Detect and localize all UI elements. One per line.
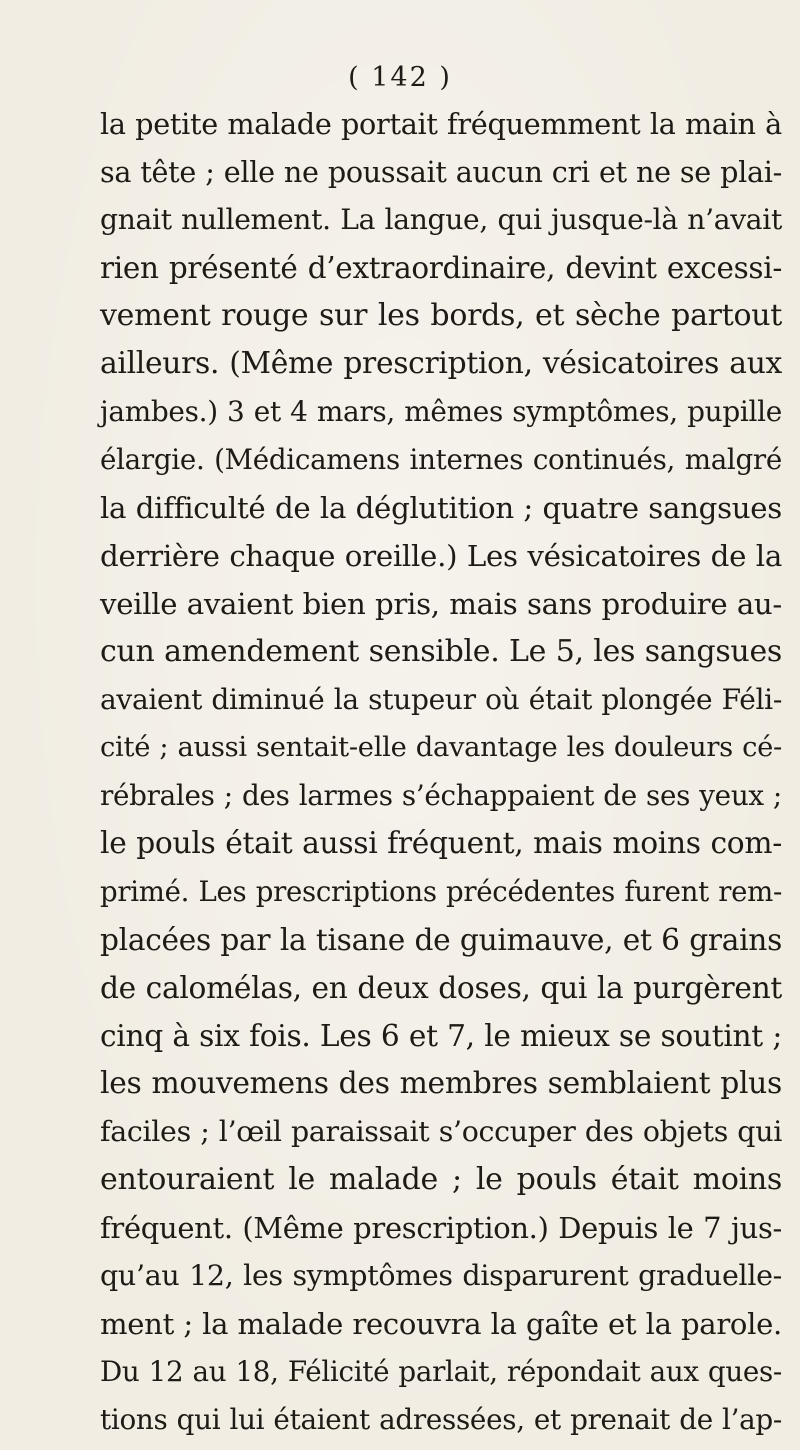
text-line: placées par la tisane de guimauve, et 6 grains	[100, 922, 782, 957]
text-line: jambes.) 3 et 4 mars, mêmes symptômes, pupille	[100, 395, 782, 428]
text-line: la petite malade portait fréquemment la main à	[100, 107, 782, 141]
text-line: le pouls était aussi fréquent, mais moins com-	[100, 826, 782, 861]
text-line: rébrales ; des larmes s’échappaient de ses yeux ;	[100, 779, 782, 812]
text-line: vement rouge sur les bords, et sèche partout	[100, 298, 782, 333]
page-number: ( 142 )	[348, 62, 452, 93]
text-line: élargie. (Médicamens internes continués, malgré	[100, 443, 782, 476]
text-line: la difficulté de la déglutition ; quatre sangsues	[100, 491, 782, 525]
text-line: rien présenté d’extraordinaire, devint excessi-	[100, 251, 782, 285]
text-line: cun amendement sensible. Le 5, les sangsues	[100, 634, 782, 669]
text-line: les mouvemens des membres semblaient plus	[100, 1066, 782, 1101]
text-line: sa tête ; elle ne poussait aucun cri et ne se plai-	[100, 155, 782, 189]
text-line: ailleurs. (Même prescription, vésicatoires aux	[100, 346, 782, 381]
text-line: cinq à six fois. Les 6 et 7, le mieux se soutint ;	[100, 1018, 782, 1053]
text-line: de calomélas, en deux doses, qui la purgèrent	[100, 970, 782, 1005]
text-line: avaient diminué la stupeur où était plongée Féli-	[100, 683, 782, 716]
text-line: faciles ; l’œil paraissait s’occuper des objets qui	[100, 1115, 782, 1148]
text-line: tions qui lui étaient adressées, et prenait de l’ap-	[100, 1403, 782, 1436]
text-line: cité ; aussi sentait-elle davantage les douleurs cé-	[100, 732, 782, 763]
text-line: qu’au 12, les symptômes disparurent graduelle-	[100, 1259, 782, 1292]
body-text	[100, 100, 782, 1444]
text-line: fréquent. (Même prescription.) Depuis le 7 jus-	[100, 1211, 782, 1245]
text-line: Du 12 au 18, Félicité parlait, répondait aux ques-	[100, 1355, 782, 1388]
text-line: derrière chaque oreille.) Les vésicatoires de la	[100, 539, 782, 573]
text-line: primé. Les prescriptions précédentes furent rem-	[100, 875, 782, 908]
text-line: entouraient le malade ; le pouls était moins	[100, 1162, 782, 1197]
text-line: veille avaient bien pris, mais sans produire au-	[100, 587, 782, 621]
text-line: ment ; la malade recouvra la gaîte et la parole.	[100, 1307, 782, 1341]
text-line: gnait nullement. La langue, qui jusque-là n’avait	[100, 203, 782, 236]
